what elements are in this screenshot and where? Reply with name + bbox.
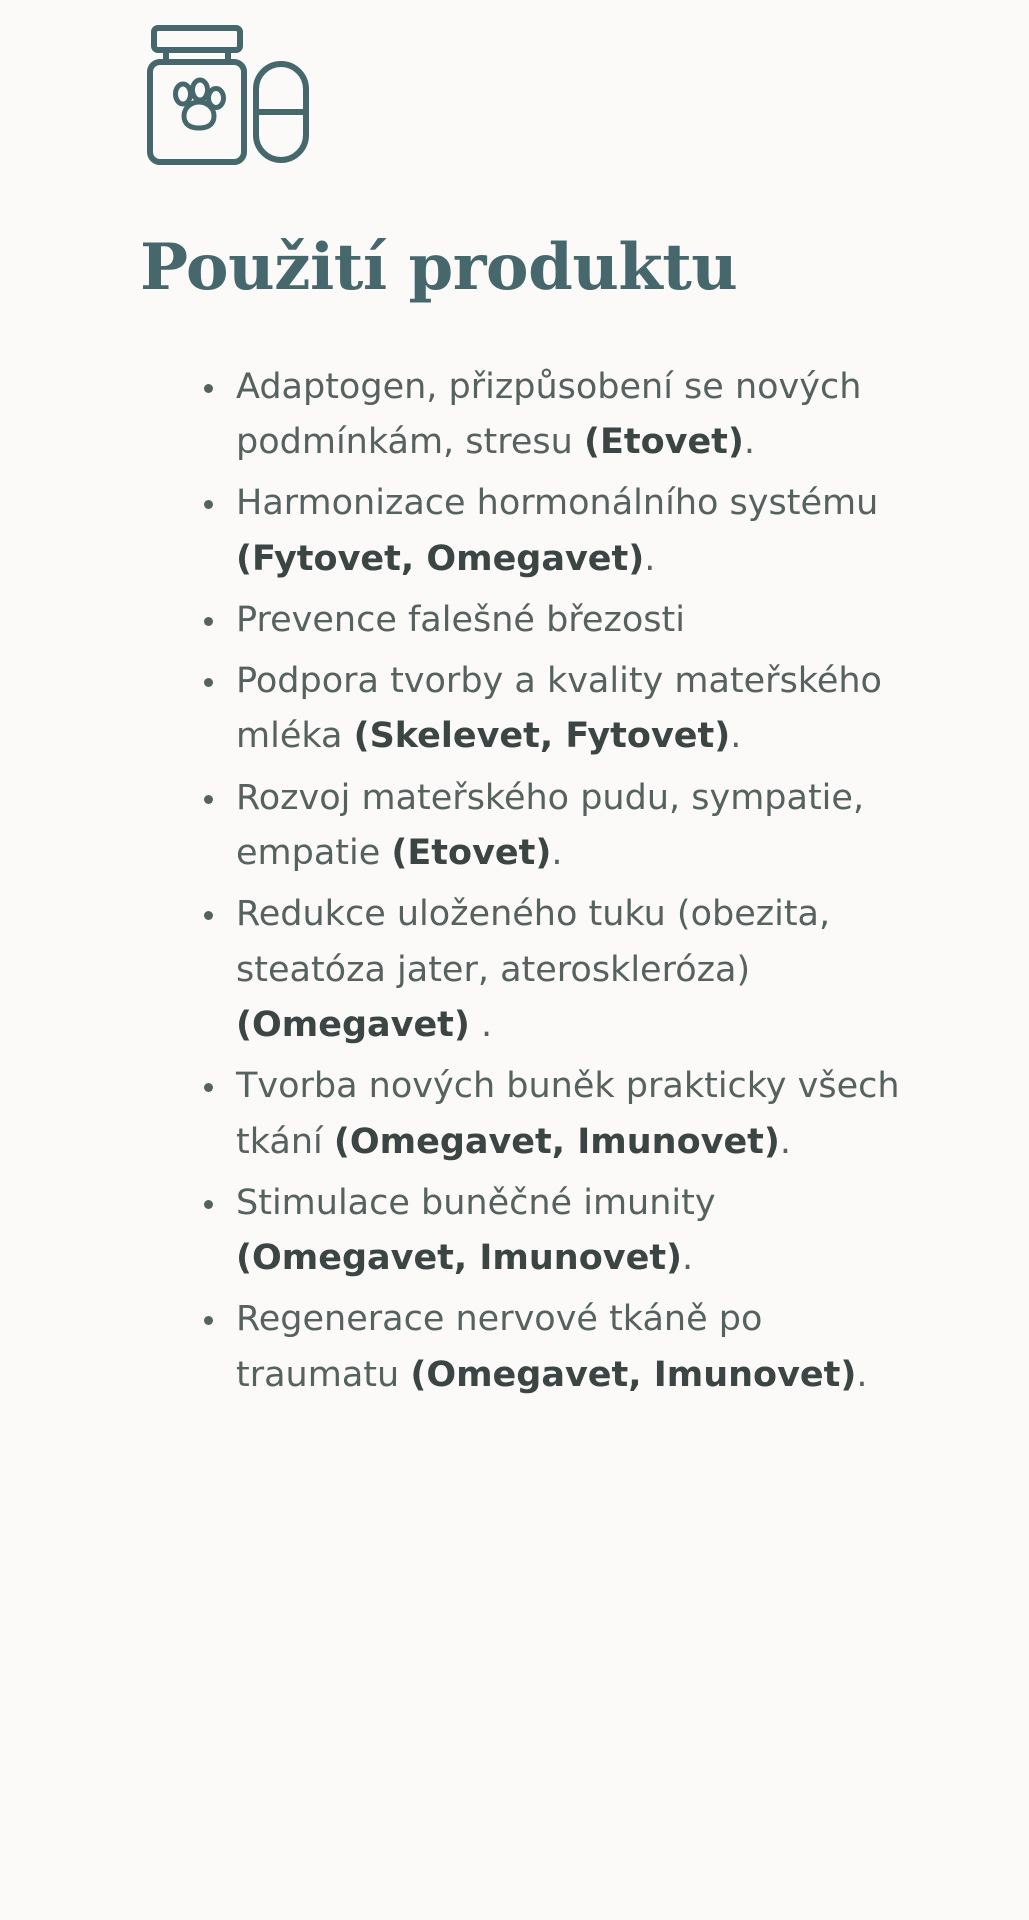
product-name: (Omegavet, Imunovet) [236,1238,683,1279]
product-name: (Etovet) [583,421,744,462]
product-name: (Omegavet) [236,1004,470,1045]
usage-text: Podpora tvorby a kvality mateřského mléka [236,661,882,757]
usage-list [140,360,969,1403]
supplement-jar-paw-capsule-icon [140,18,320,178]
usage-text: Harmonizace hormonálního systému [236,483,879,524]
page-title: Použití produktu [140,230,738,305]
usage-text: Tvorba nových buněk prakticky všech tkání [236,1066,900,1162]
usage-text: . [551,833,563,874]
usage-text: Regenerace nervové tkáně po traumatu [236,1299,763,1395]
usage-list-item [202,360,926,471]
product-name: (Skelevet, Fytovet) [353,716,731,757]
usage-text: Prevence falešné březosti [236,599,685,640]
usage-list-item [202,887,926,1053]
product-name: (Etovet) [391,833,552,874]
product-name: (Omegavet, Imunovet) [333,1121,780,1162]
usage-text: . [856,1354,868,1395]
usage-list-item [202,593,926,648]
usage-list-item [202,1176,926,1287]
usage-text: Rozvoj mateřského pudu, sympatie, empatie [236,777,865,874]
usage-text: . [644,538,656,579]
usage-list-item [202,1292,926,1403]
usage-text: . [469,1004,493,1045]
usage-list-item [202,1059,926,1170]
usage-text: . [682,1238,694,1279]
usage-text: Adaptogen, přizpůsobení se nových podmínkám, stresu [236,366,862,462]
usage-text: . [730,716,742,757]
usage-text: Redukce uloženého tuku (obezita, steatóza jater, ateroskleróza) [236,894,831,990]
product-name: (Fytovet, Omegavet) [236,538,645,579]
usage-list-item [202,476,926,587]
product-name: (Omegavet, Imunovet) [410,1354,857,1395]
usage-text: Stimulace buněčné imunity [236,1182,716,1223]
usage-list-item [202,771,926,882]
usage-list-item [202,654,926,765]
usage-text: . [743,421,756,462]
usage-text: . [779,1121,792,1162]
